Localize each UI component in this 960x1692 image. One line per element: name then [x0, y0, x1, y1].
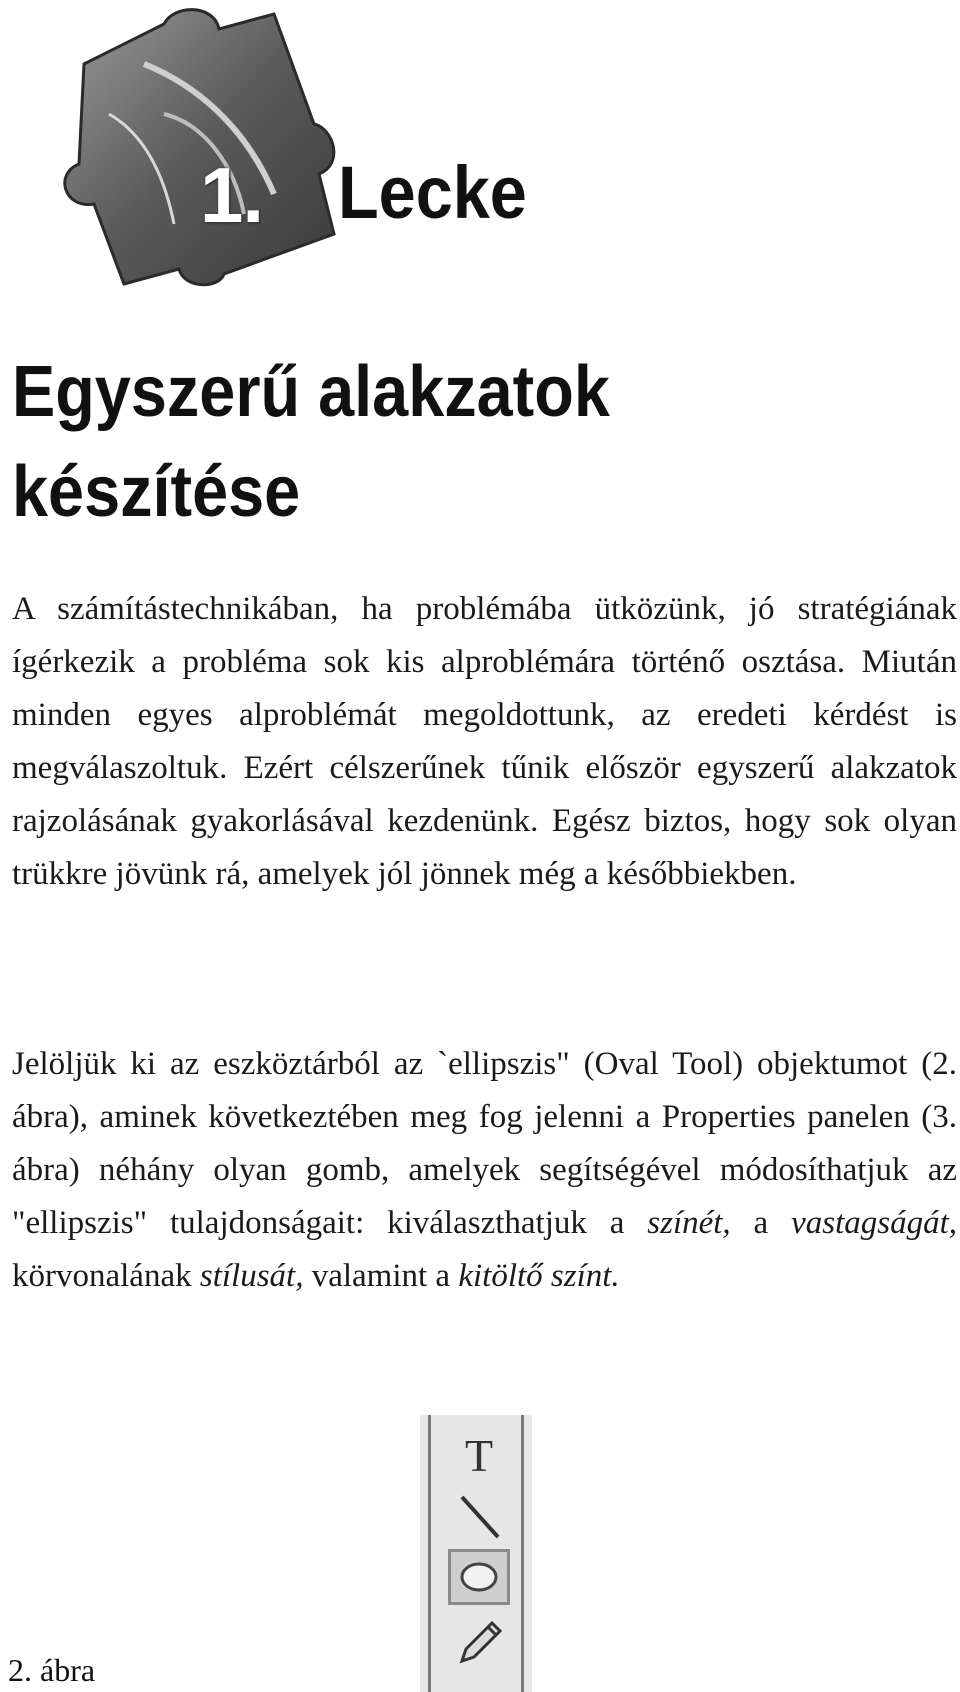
- oval-tool-icon: [451, 1552, 507, 1602]
- toolbar-divider: [521, 1415, 524, 1692]
- toolbar-divider: [428, 1415, 431, 1692]
- emphasis-style: stílusát,: [199, 1258, 304, 1294]
- text-tool-button[interactable]: [448, 1427, 510, 1483]
- lesson-number: 1.: [200, 151, 264, 239]
- pencil-tool-icon: [448, 1613, 510, 1669]
- paragraph-text: a: [730, 1205, 792, 1241]
- paragraph-text: valamint a: [303, 1258, 459, 1294]
- figure-caption: 2. ábra: [8, 1652, 96, 1688]
- oval-tool-paragraph: [12, 1038, 957, 1303]
- emphasis-thickness: vastagságát,: [791, 1205, 957, 1241]
- paragraph-text: Jelöljük ki az eszköztárból az `ellipszis" (Oval Tool) objektumot (2. ábra), aminek következtében meg fog jelenni a Properties panelen (3. ábra) néhány olyan gomb, amelyek segítségével módosíthatjuk az "ellipszis" tulajdonságait: kiválaszthatjuk a: [12, 1046, 957, 1241]
- intro-paragraph: A számítástechnikában, ha problémába ütközünk, jó stratégiának ígérkezik a probléma sok kis alproblémára történő osztása. Miután minden egyes alproblémát megoldottunk, az eredeti kérdést is megválaszoltuk. Ezért célszerűnek tűnik először egyszerű alakzatok rajzolásának gyakorlásával kezdenünk. Egész biztos, hogy sok olyan trükkre jövünk rá, amelyek jól jönnek még a későbbiekben.: [12, 591, 957, 892]
- line-tool-button[interactable]: [448, 1489, 510, 1545]
- oval-tool-button[interactable]: [448, 1549, 510, 1605]
- line-tool-icon: [448, 1489, 510, 1545]
- emphasis-color: színét,: [647, 1205, 731, 1241]
- pencil-tool-button[interactable]: [448, 1613, 510, 1669]
- svg-text:T: T: [464, 1430, 494, 1481]
- tools-toolbar: [420, 1415, 532, 1692]
- text-tool-icon: [448, 1427, 510, 1483]
- emphasis-fill-color: kitöltő színt.: [458, 1258, 620, 1294]
- paragraph-text: körvonalának: [12, 1258, 200, 1294]
- puzzle-piece-image: [14, 4, 344, 289]
- page-title: Egyszerű alakzatok készítése: [12, 352, 610, 532]
- lesson-heading: Lecke: [338, 151, 527, 234]
